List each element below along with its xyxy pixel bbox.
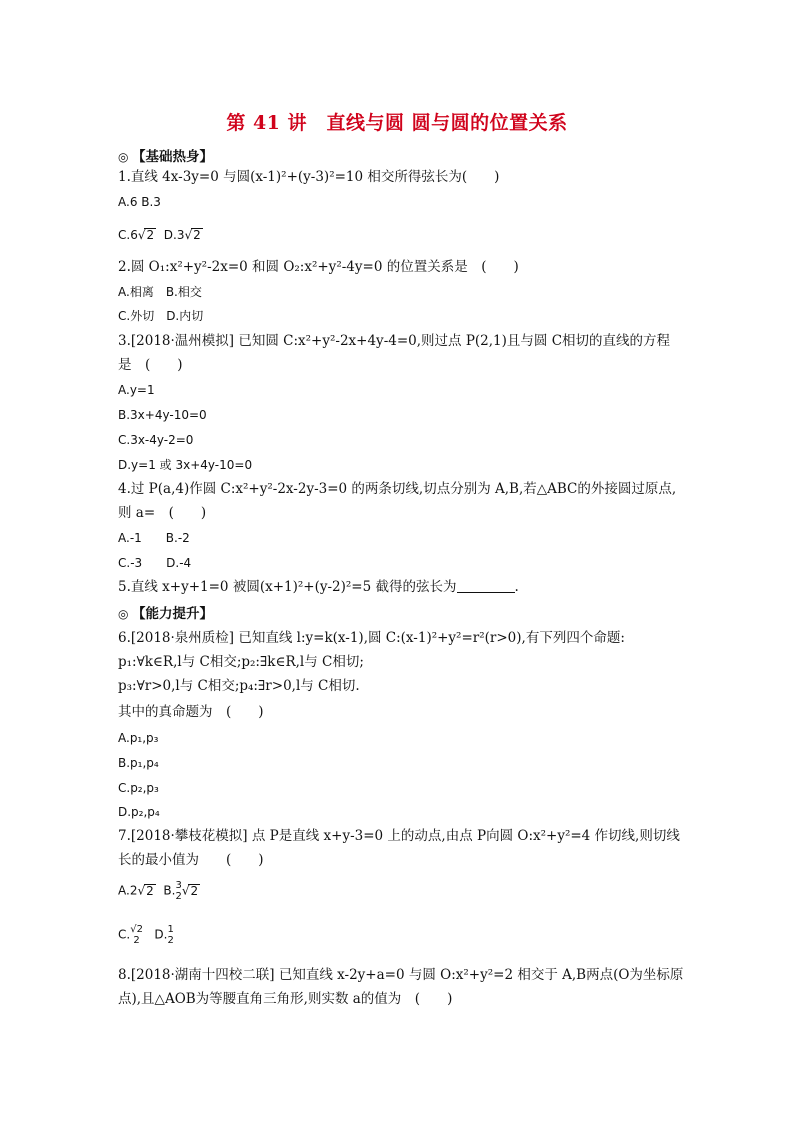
- q3-option-c: C.3x-4y-2=0: [118, 433, 194, 447]
- q5-stem-end: .: [514, 579, 519, 595]
- q3-option-a: A.y=1: [118, 383, 155, 397]
- sqrt-icon: √: [184, 228, 193, 242]
- q1-stem: 1.直线 4x-3y=0 与圆(x-1)²+(y-3)²=10 相交所得弦长为( ): [118, 169, 500, 185]
- q6-option-c: C.p₂,p₃: [118, 781, 159, 795]
- q3-option-b: B.3x+4y-10=0: [118, 408, 207, 422]
- q7-option-c-numerator: √2: [130, 924, 143, 935]
- q7-options-cd: [118, 924, 174, 946]
- target-icon: ◎: [118, 150, 129, 164]
- q7-option-d-numerator: 1: [167, 924, 174, 935]
- q6-stem: 6.[2018·泉州质检] 已知直线 l:y=k(x-1),圆 C:(x-1)²+y²=r²(r>0),有下列四个命题:: [118, 630, 625, 646]
- q3-option-d: D.y=1 或 3x+4y-10=0: [118, 458, 253, 472]
- q7-option-a-radicand: 2: [146, 883, 154, 898]
- q7-option-c-prefix: C.: [118, 927, 131, 942]
- q7-options-ab: [118, 880, 200, 902]
- q1-option-c-prefix: C.6: [118, 228, 138, 242]
- q7-option-a-prefix: A.2: [118, 883, 138, 898]
- q1-option-d-radicand: 2: [193, 228, 201, 242]
- section-advanced-label: 【能力提升】: [132, 606, 213, 622]
- q6-option-a: A.p₁,p₃: [118, 731, 159, 745]
- q1-option-d-prefix: D.3: [163, 228, 185, 242]
- q6-ask: 其中的真命题为 ( ): [118, 704, 264, 720]
- target-icon: ◎: [118, 607, 129, 621]
- q7-option-b-prefix: B.: [163, 883, 176, 898]
- q7-stem-line2: 长的最小值为 ( ): [118, 852, 264, 868]
- q3-stem-line2: 是 ( ): [118, 357, 183, 373]
- q6-option-d: D.p₂,p₄: [118, 805, 160, 819]
- q5-answer-blank: [457, 580, 515, 593]
- q8-stem-line1: 8.[2018·湖南十四校二联] 已知直线 x-2y+a=0 与圆 O:x²+y²=2 相交于 A,B两点(O为坐标原: [118, 967, 684, 983]
- q2-options-ab: A.相离 B.相交: [118, 285, 202, 299]
- q1-options-cd: [118, 226, 203, 244]
- q1-option-c-radicand: 2: [146, 228, 155, 242]
- q2-stem: 2.圆 O₁:x²+y²-2x=0 和圆 O₂:x²+y²-4y=0 的位置关系是 ( ): [118, 259, 519, 275]
- q4-stem-line1: 4.过 P(a,4)作圆 C:x²+y²-2x-2y-3=0 的两条切线,切点分别为 A,B,若△ABC的外接圆过原点,: [118, 481, 677, 497]
- q7-stem-line1: 7.[2018·攀枝花模拟] 点 P是直线 x+y-3=0 上的动点,由点 P向圆 O:x²+y²=4 作切线,则切线: [118, 828, 680, 844]
- q7-option-d-fraction: [167, 924, 173, 946]
- q5-stem-text: 5.直线 x+y+1=0 被圆(x+1)²+(y-2)²=5 截得的弦长为: [118, 579, 457, 595]
- q3-stem-line1: 3.[2018·温州模拟] 已知圆 C:x²+y²-2x+4y-4=0,则过点 P(2,1)且与圆 C相切的直线的方程: [118, 333, 671, 349]
- q8-stem-line2: 点),且△AOB为等腰直角三角形,则实数 a的值为 ( ): [118, 991, 453, 1007]
- q6-propositions-12: p₁:∀k∈R,l与 C相交;p₂:∃k∈R,l与 C相切;: [118, 654, 364, 670]
- section-basic-heading: [118, 148, 213, 166]
- section-basic-label: 【基础热身】: [132, 149, 213, 165]
- q4-options-ab: A.-1 B.-2: [118, 531, 190, 545]
- q5-stem: [118, 578, 519, 596]
- sqrt-icon: √: [137, 228, 146, 242]
- sqrt-icon: √: [137, 883, 146, 898]
- sqrt-icon: √: [181, 883, 190, 898]
- q1-options-ab: A.6 B.3: [118, 195, 161, 209]
- q4-stem-line2: 则 a= ( ): [118, 505, 207, 521]
- q7-option-c-fraction: [130, 924, 143, 946]
- q6-option-b: B.p₁,p₄: [118, 756, 159, 770]
- q6-propositions-34: p₃:∀r>0,l与 C相交;p₄:∃r>0,l与 C相切.: [118, 678, 360, 694]
- q7-option-b-radicand: 2: [190, 883, 199, 898]
- q7-option-d-prefix: D.: [154, 927, 168, 942]
- q7-option-b-numerator: 3: [175, 880, 182, 891]
- page-title: 第 41 讲 直线与圆 圆与圆的位置关系: [226, 112, 568, 134]
- q2-options-cd: C.外切 D.内切: [118, 309, 204, 323]
- section-advanced-heading: [118, 605, 213, 623]
- q4-options-cd: C.-3 D.-4: [118, 556, 192, 570]
- q7-option-c-denominator: 2: [133, 935, 140, 946]
- q7-option-d-denominator: 2: [167, 935, 174, 946]
- q7-option-b-denominator: 2: [175, 891, 182, 902]
